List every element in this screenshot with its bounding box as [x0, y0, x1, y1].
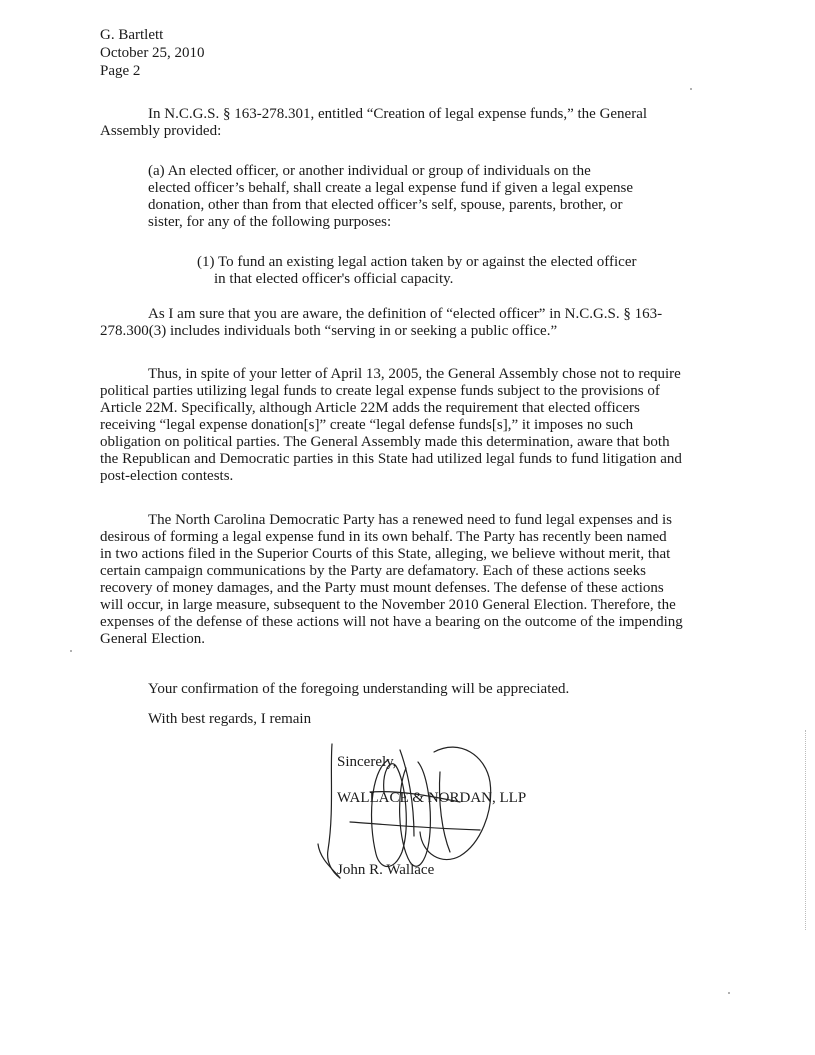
page-number: Page 2 [100, 63, 141, 79]
paragraph-confirmation: Your confirmation of the foregoing understanding will be appreciated. [148, 681, 570, 697]
letter-date: October 25, 2010 [100, 45, 205, 61]
paragraph-statute-intro [100, 106, 690, 140]
paragraph-party-need [100, 512, 720, 648]
text-line: certain campaign communications by the Party are defamatory. Each of these actions seeks [100, 563, 646, 579]
text-line: donation, other than from that elected officer’s self, spouse, parents, brother, or [148, 197, 623, 213]
text-line: in that elected officer's official capacity. [214, 271, 454, 287]
text-line: Thus, in spite of your letter of April 13, 2005, the General Assembly chose not to require [148, 366, 681, 382]
scan-edge-artifact [805, 730, 807, 930]
text-line: post-election contests. [100, 468, 234, 484]
text-line: will occur, in large measure, subsequent to the November 2010 General Election. Therefore, the [100, 597, 676, 613]
letter-header [100, 26, 205, 80]
text-line: in two actions filed in the Superior Courts of this State, alleging, we believe without merit, that [100, 546, 671, 562]
text-line: Assembly provided: [100, 123, 222, 139]
paragraph-general-assembly [100, 366, 720, 485]
text-line: elected officer’s behalf, shall create a legal expense fund if given a legal expense [148, 180, 634, 196]
text-line: Article 22M. Specifically, although Article 22M adds the requirement that elected officers [100, 400, 640, 416]
scan-speck [690, 88, 692, 90]
quote-item-1 [197, 254, 677, 288]
text-line: 278.300(3) includes individuals both “serving in or seeking a public office.” [100, 323, 558, 339]
quote-subsection-a [148, 163, 668, 231]
text-line: the Republican and Democratic parties in this State had utilized legal funds to fund litigation and [100, 451, 682, 467]
closing-text: Sincerely, [337, 754, 397, 770]
text-line: As I am sure that you are aware, the definition of “elected officer” in N.C.G.S. § 163- [148, 306, 663, 322]
paragraph-definition [100, 306, 700, 340]
scan-speck [728, 992, 730, 994]
text-line: (1) To fund an existing legal action taken by or against the elected officer [197, 254, 637, 270]
text-line: expenses of the defense of these actions will not have a bearing on the outcome of the impending [100, 614, 683, 630]
paragraph-regards: With best regards, I remain [148, 711, 312, 727]
scan-speck [70, 650, 72, 652]
text-line: (a) An elected officer, or another individual or group of individuals on the [148, 163, 591, 179]
text-line: recovery of money damages, and the Party must mount defenses. The defense of these actions [100, 580, 664, 596]
text-line: General Election. [100, 631, 205, 647]
text-line: desirous of forming a legal expense fund in its own behalf. The Party has recently been named [100, 529, 667, 545]
recipient-name: G. Bartlett [100, 27, 164, 43]
handwritten-signature [310, 732, 510, 892]
text-line: sister, for any of the following purposes: [148, 214, 392, 230]
text-line: receiving “legal expense donation[s]” create “legal defense funds[s],” it imposes no such [100, 417, 634, 433]
text-line: In N.C.G.S. § 163-278.301, entitled “Creation of legal expense funds,” the General [148, 106, 648, 122]
firm-name: WALLACE & NORDAN, LLP [337, 790, 527, 806]
signer-name: John R. Wallace [337, 862, 435, 878]
text-line: political parties utilizing legal funds to create legal expense funds subject to the provisions of [100, 383, 660, 399]
text-line: obligation on political parties. The General Assembly made this determination, aware that both [100, 434, 670, 450]
text-line: The North Carolina Democratic Party has a renewed need to fund legal expenses and is [148, 512, 672, 528]
